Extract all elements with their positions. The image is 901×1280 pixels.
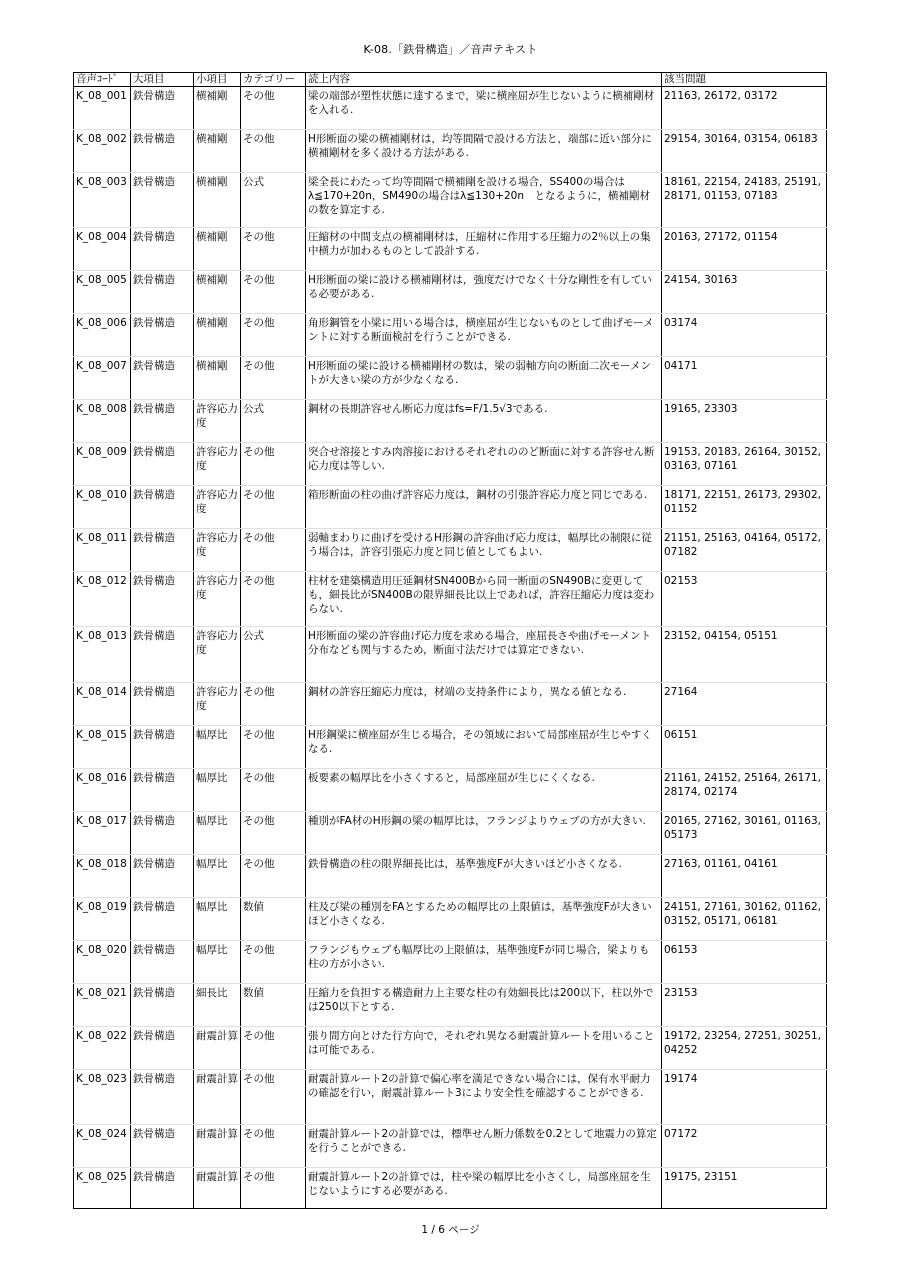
cell-code: K_08_010 [74, 486, 131, 529]
cell-problems: 04171 [662, 357, 827, 400]
cell-category: その他 [241, 228, 306, 271]
cell-text: フランジもウェブも幅厚比の上限値は，基準強度Fが同じ場合，梁よりも柱の方が小さい. [306, 941, 662, 984]
cell-category: その他 [241, 87, 306, 130]
table-row [74, 726, 827, 769]
cell-major: 鉄骨構造 [131, 984, 194, 1027]
cell-text: 張り間方向とけた行方向で，それぞれ異なる耐震計算ルートを用いることは可能である. [306, 1027, 662, 1070]
cell-text: 種別がFA材のH形鋼の梁の幅厚比は，フランジよりウェブの方が大きい. [306, 812, 662, 855]
table-row [74, 1027, 827, 1070]
cell-text: 板要素の幅厚比を小さくすると，局部座屈が生じにくくなる. [306, 769, 662, 812]
cell-category: その他 [241, 1070, 306, 1125]
cell-major: 鉄骨構造 [131, 314, 194, 357]
table-row [74, 812, 827, 855]
cell-code: K_08_006 [74, 314, 131, 357]
cell-minor: 耐震計算 [194, 1125, 241, 1168]
cell-category: その他 [241, 855, 306, 898]
cell-problems: 19174 [662, 1070, 827, 1125]
cell-minor: 横補剛 [194, 357, 241, 400]
cell-text: 耐震計算ルート2の計算では，標準せん断力係数を0.2として地震力の算定を行うことができる. [306, 1125, 662, 1168]
page-footer: 1 / 6 ページ [421, 1224, 480, 1236]
cell-problems: 24154, 30163 [662, 271, 827, 314]
cell-category: その他 [241, 529, 306, 572]
table-row [74, 855, 827, 898]
cell-code: K_08_014 [74, 683, 131, 726]
cell-problems: 19165, 23303 [662, 400, 827, 443]
header-code: 音声ｺｰﾄﾞ [74, 73, 131, 87]
cell-minor: 耐震計算 [194, 1027, 241, 1070]
cell-minor: 許容応力度 [194, 529, 241, 572]
cell-text: 圧縮力を負担する構造耐力上主要な柱の有効細長比は200以下，柱以外では250以下とする. [306, 984, 662, 1027]
table-row [74, 941, 827, 984]
cell-minor: 許容応力度 [194, 627, 241, 683]
cell-problems: 07172 [662, 1125, 827, 1168]
cell-code: K_08_018 [74, 855, 131, 898]
cell-minor: 許容応力度 [194, 683, 241, 726]
cell-problems: 21161, 24152, 25164, 26171, 28174, 02174 [662, 769, 827, 812]
table-row [74, 87, 827, 130]
cell-problems: 24151, 27161, 30162, 01162, 03152, 05171, 06181 [662, 898, 827, 941]
cell-problems: 27163, 01161, 04161 [662, 855, 827, 898]
cell-major: 鉄骨構造 [131, 1027, 194, 1070]
cell-code: K_08_021 [74, 984, 131, 1027]
cell-major: 鉄骨構造 [131, 812, 194, 855]
cell-major: 鉄骨構造 [131, 941, 194, 984]
cell-minor: 横補剛 [194, 130, 241, 173]
cell-text: 柱材を建築構造用圧延鋼材SN400Bから同一断面のSN490Bに変更しても，細長比がSN400Bの限界細長比以上であれば，許容圧縮応力度は変わらない. [306, 572, 662, 627]
table-row [74, 1125, 827, 1168]
cell-category: 数値 [241, 984, 306, 1027]
cell-minor: 横補剛 [194, 87, 241, 130]
cell-text: 柱及び梁の種別をFAとするための幅厚比の上限値は，基準強度Fが大きいほど小さくなる. [306, 898, 662, 941]
cell-major: 鉄骨構造 [131, 1070, 194, 1125]
cell-code: K_08_016 [74, 769, 131, 812]
cell-major: 鉄骨構造 [131, 1125, 194, 1168]
cell-problems: 23152, 04154, 05151 [662, 627, 827, 683]
cell-text: H形断面の梁の許容曲げ応力度を求める場合，座屈長さや曲げモーメント分布なども関与するため，断面寸法だけでは算定できない. [306, 627, 662, 683]
cell-category: その他 [241, 572, 306, 627]
cell-minor: 細長比 [194, 984, 241, 1027]
cell-major: 鉄骨構造 [131, 572, 194, 627]
cell-minor: 横補剛 [194, 228, 241, 271]
cell-code: K_08_008 [74, 400, 131, 443]
cell-text: 鋼材の長期許容せん断応力度はfs=F/1.5√3である. [306, 400, 662, 443]
cell-category: その他 [241, 314, 306, 357]
cell-major: 鉄骨構造 [131, 228, 194, 271]
cell-major: 鉄骨構造 [131, 87, 194, 130]
cell-text: 鉄骨構造の柱の限界細長比は，基準強度Fが大きいほど小さくなる. [306, 855, 662, 898]
cell-minor: 幅厚比 [194, 941, 241, 984]
page-title: K-08.「鉄骨構造」／音声テキスト [363, 43, 538, 56]
cell-problems: 19172, 23254, 27251, 30251, 04252 [662, 1027, 827, 1070]
cell-minor: 耐震計算 [194, 1168, 241, 1209]
cell-major: 鉄骨構造 [131, 627, 194, 683]
table-row [74, 769, 827, 812]
cell-problems: 19175, 23151 [662, 1168, 827, 1209]
cell-problems: 29154, 30164, 03154, 06183 [662, 130, 827, 173]
cell-category: 公式 [241, 173, 306, 228]
cell-text: 梁の端部が塑性状態に達するまで，梁に横座屈が生じないように横補剛材を入れる. [306, 87, 662, 130]
cell-code: K_08_002 [74, 130, 131, 173]
cell-category: その他 [241, 1168, 306, 1209]
cell-code: K_08_005 [74, 271, 131, 314]
cell-problems: 20163, 27172, 01154 [662, 228, 827, 271]
table-row [74, 173, 827, 228]
cell-code: K_08_001 [74, 87, 131, 130]
cell-code: K_08_009 [74, 443, 131, 486]
table-row [74, 443, 827, 486]
cell-text: 突合せ溶接とすみ肉溶接におけるそれぞれののど断面に対する許容せん断応力度は等しい. [306, 443, 662, 486]
cell-major: 鉄骨構造 [131, 400, 194, 443]
cell-text: H形断面の梁に設ける横補剛材は，強度だけでなく十分な剛性を有している必要がある. [306, 271, 662, 314]
cell-code: K_08_015 [74, 726, 131, 769]
cell-category: その他 [241, 941, 306, 984]
cell-major: 鉄骨構造 [131, 130, 194, 173]
cell-minor: 横補剛 [194, 271, 241, 314]
header-row [74, 73, 827, 87]
table-row [74, 314, 827, 357]
cell-code: K_08_023 [74, 1070, 131, 1125]
cell-category: その他 [241, 130, 306, 173]
cell-major: 鉄骨構造 [131, 529, 194, 572]
cell-major: 鉄骨構造 [131, 898, 194, 941]
cell-category: その他 [241, 683, 306, 726]
cell-text: 耐震計算ルート2の計算では，柱や梁の幅厚比を小さくし，局部座屈を生じないようにする必要がある. [306, 1168, 662, 1209]
cell-text: 耐震計算ルート2の計算で偏心率を満足できない場合には，保有水平耐力の確認を行い，耐震計算ルート3により安全性を確認することができる. [306, 1070, 662, 1125]
cell-problems: 06151 [662, 726, 827, 769]
cell-minor: 耐震計算 [194, 1070, 241, 1125]
cell-minor: 横補剛 [194, 314, 241, 357]
table-row [74, 228, 827, 271]
cell-minor: 幅厚比 [194, 898, 241, 941]
header-category: カテゴリー [241, 73, 306, 87]
cell-code: K_08_017 [74, 812, 131, 855]
cell-category: 公式 [241, 627, 306, 683]
cell-minor: 許容応力度 [194, 572, 241, 627]
cell-text: 圧縮材の中間支点の横補剛材は，圧縮材に作用する圧縮力の2％以上の集中横力が加わるものとして設計する. [306, 228, 662, 271]
table-row [74, 627, 827, 683]
cell-text: 梁全長にわたって均等間隔で横補剛を設ける場合，SS400の場合はλ≦170+20n，SM490の場合はλ≦130+20n となるように，横補剛材の数を算定する. [306, 173, 662, 228]
cell-minor: 幅厚比 [194, 812, 241, 855]
cell-major: 鉄骨構造 [131, 486, 194, 529]
cell-major: 鉄骨構造 [131, 357, 194, 400]
cell-problems: 18171, 22151, 26173, 29302, 01152 [662, 486, 827, 529]
cell-code: K_08_012 [74, 572, 131, 627]
cell-text: 角形鋼管を小梁に用いる場合は，横座屈が生じないものとして曲げモーメントに対する断面検討を行うことができる. [306, 314, 662, 357]
cell-minor: 幅厚比 [194, 726, 241, 769]
cell-category: 公式 [241, 400, 306, 443]
cell-code: K_08_003 [74, 173, 131, 228]
cell-problems: 21163, 26172, 03172 [662, 87, 827, 130]
cell-category: その他 [241, 443, 306, 486]
cell-problems: 19153, 20183, 26164, 30152, 03163, 07161 [662, 443, 827, 486]
cell-minor: 幅厚比 [194, 855, 241, 898]
table-row [74, 984, 827, 1027]
table-row [74, 271, 827, 314]
cell-category: その他 [241, 726, 306, 769]
cell-code: K_08_022 [74, 1027, 131, 1070]
cell-problems: 21151, 25163, 04164, 05172, 07182 [662, 529, 827, 572]
header-problems: 該当問題 [662, 73, 827, 87]
cell-problems: 27164 [662, 683, 827, 726]
table-row [74, 130, 827, 173]
cell-text: 箱形断面の柱の曲げ許容応力度は，鋼材の引張許容応力度と同じである. [306, 486, 662, 529]
cell-problems: 20165, 27162, 30161, 01163, 05173 [662, 812, 827, 855]
cell-text: 鋼材の許容圧縮応力度は，材端の支持条件により，異なる値となる. [306, 683, 662, 726]
cell-code: K_08_019 [74, 898, 131, 941]
cell-category: その他 [241, 1125, 306, 1168]
cell-code: K_08_025 [74, 1168, 131, 1209]
cell-category: その他 [241, 769, 306, 812]
table-row [74, 486, 827, 529]
voice-text-table [73, 72, 827, 1209]
header-major: 大項目 [131, 73, 194, 87]
cell-minor: 幅厚比 [194, 769, 241, 812]
cell-major: 鉄骨構造 [131, 683, 194, 726]
cell-category: その他 [241, 812, 306, 855]
table-row [74, 1168, 827, 1209]
cell-code: K_08_004 [74, 228, 131, 271]
cell-text: 弱軸まわりに曲げを受けるH形鋼の許容曲げ応力度は，幅厚比の制限に従う場合は，許容引張応力度と同じ値としてもよい. [306, 529, 662, 572]
cell-problems: 03174 [662, 314, 827, 357]
cell-minor: 許容応力度 [194, 443, 241, 486]
table-row [74, 1070, 827, 1125]
cell-major: 鉄骨構造 [131, 726, 194, 769]
cell-category: その他 [241, 271, 306, 314]
cell-problems: 02153 [662, 572, 827, 627]
cell-text: H形断面の梁に設ける横補剛材の数は，梁の弱軸方向の断面二次モーメントが大きい梁の方が少なくなる. [306, 357, 662, 400]
cell-text: H形断面の梁の横補剛材は，均等間隔で設ける方法と，端部に近い部分に横補剛材を多く設ける方法がある. [306, 130, 662, 173]
cell-major: 鉄骨構造 [131, 1168, 194, 1209]
cell-major: 鉄骨構造 [131, 855, 194, 898]
cell-code: K_08_011 [74, 529, 131, 572]
header-minor: 小項目 [194, 73, 241, 87]
cell-text: H形鋼梁に横座屈が生じる場合，その領域において局部座屈が生じやすくなる. [306, 726, 662, 769]
table-row [74, 683, 827, 726]
cell-code: K_08_024 [74, 1125, 131, 1168]
cell-problems: 23153 [662, 984, 827, 1027]
cell-major: 鉄骨構造 [131, 271, 194, 314]
cell-major: 鉄骨構造 [131, 173, 194, 228]
cell-minor: 許容応力度 [194, 400, 241, 443]
cell-problems: 18161, 22154, 24183, 25191, 28171, 01153, 07183 [662, 173, 827, 228]
cell-code: K_08_020 [74, 941, 131, 984]
table-row [74, 898, 827, 941]
cell-code: K_08_013 [74, 627, 131, 683]
cell-category: 数値 [241, 898, 306, 941]
table-row [74, 357, 827, 400]
cell-category: その他 [241, 486, 306, 529]
table-row [74, 529, 827, 572]
cell-major: 鉄骨構造 [131, 769, 194, 812]
cell-code: K_08_007 [74, 357, 131, 400]
table-row [74, 572, 827, 627]
cell-category: その他 [241, 357, 306, 400]
header-text: 読上内容 [306, 73, 662, 87]
cell-category: その他 [241, 1027, 306, 1070]
cell-minor: 許容応力度 [194, 486, 241, 529]
cell-minor: 横補剛 [194, 173, 241, 228]
table-row [74, 400, 827, 443]
table-body [74, 87, 827, 1209]
cell-major: 鉄骨構造 [131, 443, 194, 486]
cell-problems: 06153 [662, 941, 827, 984]
